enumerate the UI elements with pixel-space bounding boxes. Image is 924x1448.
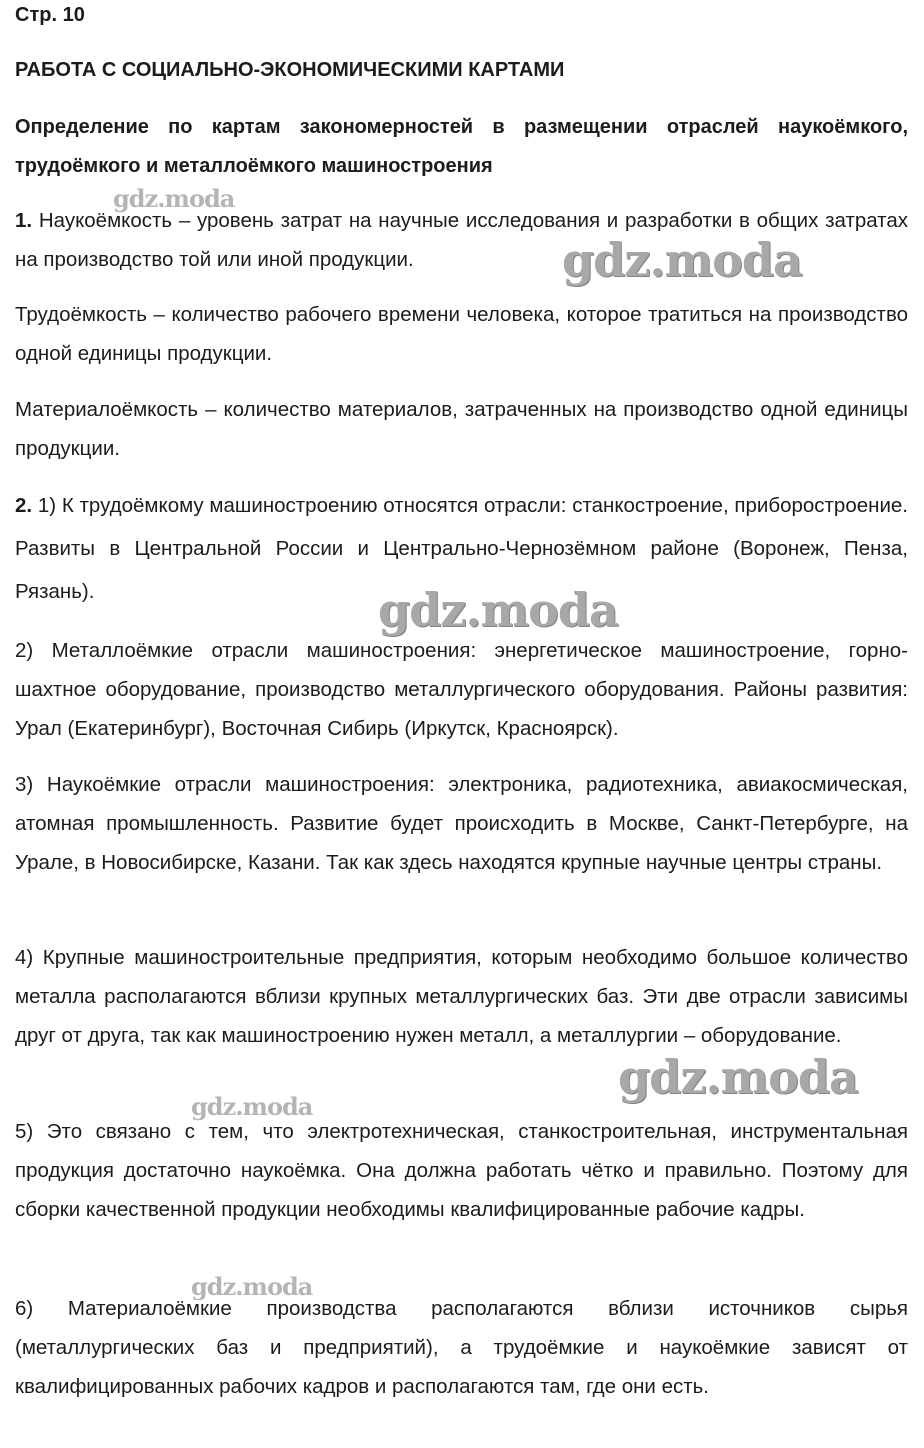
paragraph-4-text: 1) К трудоёмкому машиностроению относятся отрасли: станкостроение, приборостроение. Развиты в Центральной России и Центрально-Чернозёмном районе (Воронеж, Пенза, Рязань). xyxy=(15,494,908,603)
watermark-logo: gdz.moda xyxy=(191,1272,313,1301)
task-subheading: Определение по картам закономерностей в размещении отраслей наукоёмкого, трудоёмкого и металлоёмкого машиностроения xyxy=(15,116,908,177)
paragraph-7: 4) Крупные машиностроительные предприятия, которым необходимо большое количество металла располагаются вблизи крупных металлургических баз. Эти две отрасли зависимы друг от друга, так как машиностроению нужен металл, а металлургии – оборудование. xyxy=(15,946,908,1047)
section-heading: РАБОТА С СОЦИАЛЬНО-ЭКОНОМИЧЕСКИМИ КАРТАМИ xyxy=(15,59,565,81)
paragraph-9: 6) Материалоёмкие производства располагаются вблизи источников сырья (металлургических баз и предприятий), а трудоёмкие и наукоёмкие зависят от квалифицированных рабочих кадров и располагаются там, где они есть. xyxy=(15,1297,908,1398)
watermark-logo: gdz.moda xyxy=(378,583,618,637)
task-number-1: 1. xyxy=(15,209,33,232)
paragraph-1-text: Наукоёмкость – уровень затрат на научные исследования и разработки в общих затратах на производство той или иной продукции. xyxy=(15,209,908,271)
watermark-logo: gdz.moda xyxy=(562,233,802,287)
watermark-logo: gdz.moda xyxy=(113,184,235,213)
watermark-logo: gdz.moda xyxy=(618,1050,858,1104)
paragraph-8: 5) Это связано с тем, что электротехническая, станкостроительная, инструментальная продукция достаточно наукоёмка. Она должна работать чётко и правильно. Поэтому для сборки качественной продукции необходимы квалифицированные рабочие кадры. xyxy=(15,1120,908,1221)
watermark-logo: gdz.moda xyxy=(191,1092,313,1121)
page-number: Стр. 10 xyxy=(15,4,85,26)
task-number-2: 2. xyxy=(15,494,33,517)
paragraph-6: 3) Наукоёмкие отрасли машиностроения: электроника, радиотехника, авиакосмическая, атомная промышленность. Развитие будет происходить в Москве, Санкт-Петербурге, на Урале, в Новосибирске, Казани. Так как здесь находятся крупные научные центры страны. xyxy=(15,773,908,874)
paragraph-3: Материалоёмкость – количество материалов, затраченных на производство одной единицы продукции. xyxy=(15,398,908,460)
paragraph-2: Трудоёмкость – количество рабочего времени человека, которое тратиться на производство одной единицы продукции. xyxy=(15,303,908,365)
paragraph-5: 2) Металлоёмкие отрасли машиностроения: энергетическое машиностроение, горно-шахтное оборудование, производство металлургического оборудования. Районы развития: Урал (Екатеринбург), Восточная Сибирь (Иркутск, Красноярск). xyxy=(15,639,908,740)
